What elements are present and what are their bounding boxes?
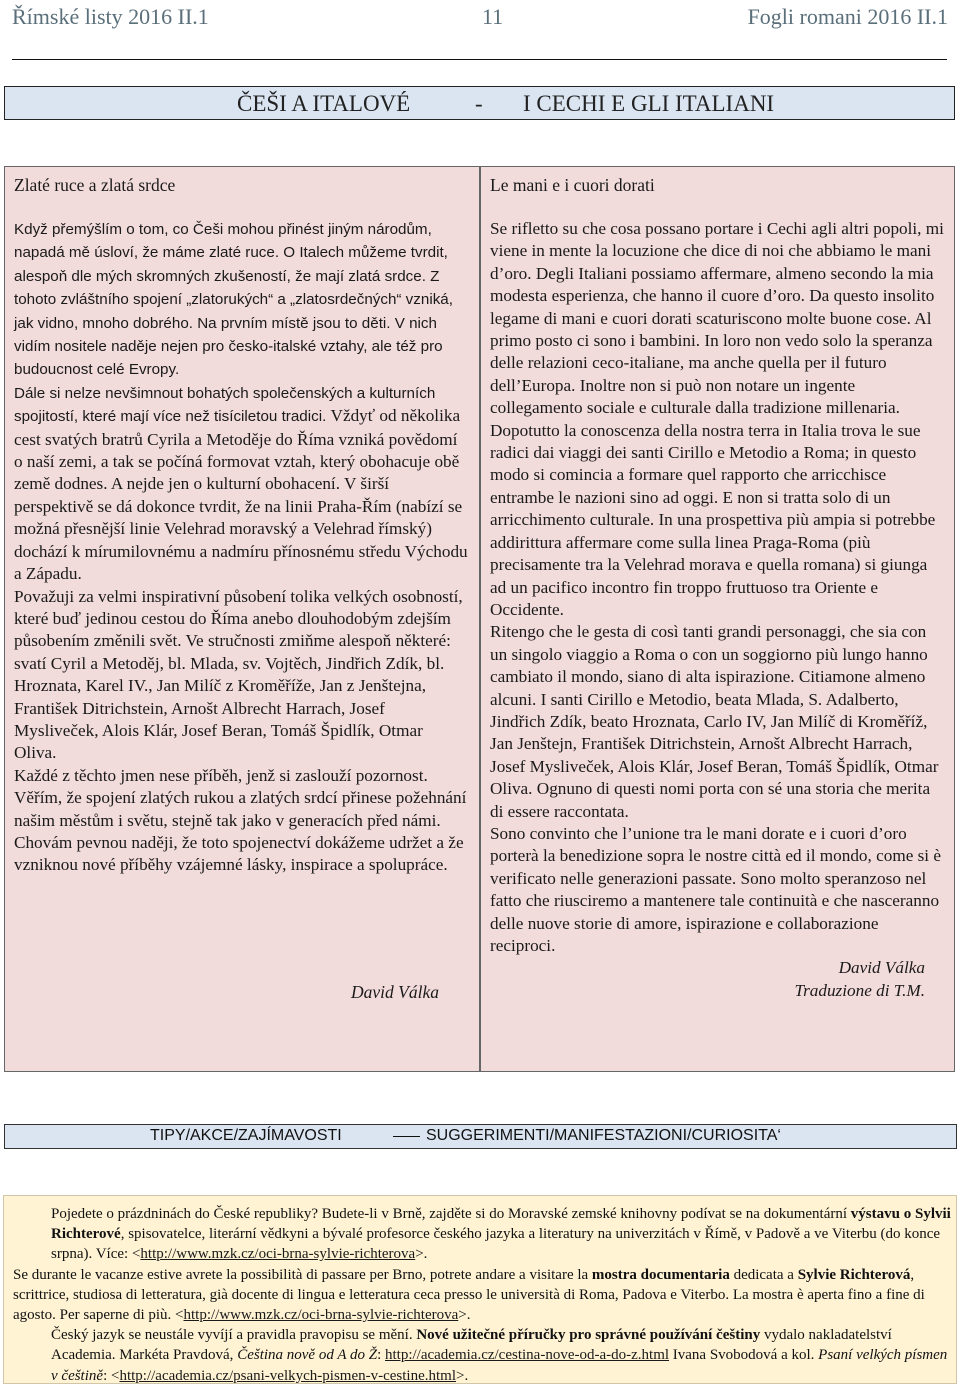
article-czech-title: Zlaté ruce a zlatá srdce xyxy=(14,175,176,195)
signature: David Válka xyxy=(351,982,439,1002)
tips-dash xyxy=(393,1136,420,1137)
text: , scrittrice, studiosa di letteratura, già docente di lingua e letteratura ceca presso le università di Roma, Padova e Viterbo. La mostra è aperta fino a fine di agosto. Per saperne di più. < xyxy=(13,1266,925,1324)
book-title: Čeština nově od A do Ž xyxy=(237,1347,378,1364)
info-paragraph-italian xyxy=(13,1265,953,1326)
info-box xyxy=(3,1195,957,1384)
header-rule xyxy=(12,59,947,60)
article-italian xyxy=(480,166,955,1072)
paragraph xyxy=(14,218,469,382)
text: , spisovatelce, literární vědkyni a bývalé profesorce českého jazyka a literatury na univerzitách v Římě, v Padově a ve Viterbu (do konce srpna). Více: < xyxy=(51,1226,941,1263)
info-paragraph-books xyxy=(13,1325,953,1386)
paragraph: Každé z těchto jmen nese příběh, jenž si zaslouží pozornost. xyxy=(14,765,428,785)
text: Ivana Svobodová a kol. xyxy=(669,1347,819,1364)
translation-credit: Traduzione di T.M. xyxy=(794,980,925,1000)
tips-italian: SUGGERIMENTI/MANIFESTAZIONI/CURIOSITA‘ xyxy=(426,1127,781,1144)
text: Se durante le vacanze estive avrete la possibilità di passare per Brno, potrete andare a visitare la xyxy=(13,1266,592,1283)
tips-banner xyxy=(4,1124,957,1149)
author-name: Sylvie Richterová xyxy=(797,1266,911,1283)
signature: David Válka xyxy=(838,958,925,978)
header-right-title: Fogli romani 2016 II.1 xyxy=(747,4,948,29)
page-header xyxy=(12,4,948,38)
paragraph: Považuji za velmi inspirativní působení tolika velkých osobností, které buď jedinou cestou do Říma anebo dlouhodobým zdejším působením změnili svět. Ve stručnosti zmiňme alespoň některé: svatí Cyril a Metoděj, bl. Mlada, sv. Vojtěch, Jindřich Zdík, bl. Hroznata, Karel IV., Jan Milíč z Kroměříže, Jan z Jenštejna, František Ditrichstein, Arnošt Albrecht Harrach, Josef Mysliveček, Alois Klár, Josef Beran, Tomáš Špidlík, Otmar Oliva. xyxy=(14,586,463,763)
books-heading: Nové užitečné příručky pro správné používání češtiny xyxy=(416,1327,761,1344)
paragraph: Sono convinto che l’unione tra le mani dorate e i cuori d’oro porterà la benedizione sopra le nostre città ed il mondo, come si è verificato nelle generazioni passate. Sono molto speranzoso nel fatto che riusciremo a mantenere tale continuità e che nasceranno delle nuove storie di amore, ispirazione e collaborazione reciproci. xyxy=(490,823,942,955)
text: Český jazyk se neustále vyvíjí a pravidla pravopisu se mění. xyxy=(51,1327,417,1344)
paragraph-lead: Když přemýšlím o tom, co Češi mohou přinést jiným národům, napadá mě úsloví, že máme zlaté ruce. xyxy=(14,221,432,262)
mzk-link[interactable]: http://www.mzk.cz/oci-brna-sylvie-richterova xyxy=(140,1246,416,1263)
paragraph-lead: Dále si nelze nevšimnout bohatých společenských a kulturních spojitostí, které mají více než tisíciletou tradici. xyxy=(14,384,436,426)
banner-czech: ČEŠI A ITALOVÉ xyxy=(237,91,411,116)
banner-italian: I CECHI E GLI ITALIANI xyxy=(523,91,775,116)
article-italian-body xyxy=(490,218,945,1002)
text: >. xyxy=(415,1246,428,1263)
text: dedicata a xyxy=(729,1266,798,1283)
book-title: Psaní velkých písmen v češtině xyxy=(51,1347,948,1384)
exhibition-name: výstavu o Sylvii Richterové xyxy=(51,1206,951,1243)
info-paragraph-czech xyxy=(13,1204,953,1265)
article-czech-body xyxy=(14,218,469,877)
article-italian-title: Le mani e i cuori dorati xyxy=(490,175,655,195)
text: vydalo nakladatelství Academia. Markéta Pravdová, xyxy=(51,1327,892,1364)
paragraph-cont: O Italech můžeme tvrdit, alespoň dle mých skromných zkušeností, že mají zlatá srdce. Z tohoto zvláštního spojení „zlatorukých“ a „zlatosrdečných“ vzniká, jak vidno, mnoho dobrého. Na prvním místě jsou to děti. V nich vidím nositele naděje nejen pro česko-italské vztahy, ale též pro budoucnost celé Evropy. xyxy=(14,244,453,379)
text: : < xyxy=(103,1367,120,1384)
page-number: 11 xyxy=(482,4,504,29)
academia-link[interactable]: http://academia.cz/cestina-nove-od-a-do-z.html xyxy=(384,1347,670,1364)
text: Pojedete o prázdninách do České republiky? Budete-li v Brně, zajděte si do Moravské zemské knihovny podívat se na dokumentární xyxy=(51,1206,851,1222)
exhibition-name: mostra documentaria xyxy=(591,1266,730,1283)
paragraph: Ritengo che le gesta di così tanti grandi personaggi, che sia con un singolo viaggio a Roma o con un soggiorno più lungo hanno cambiato il mondo, siano di alta ispirazione. Citiamone almeno alcuni. I santi Cirillo e Metodio, beata Mlada, S. Adalberto, Jindřich Zdík, beato Hroznata, Carlo IV, Jan Milíč di Kroměříž, Jan Jenštejn, František Ditrichstein, Arnošt Albrecht Harrach, Josef Mysliveček, Alois Klár, Josef Beran, Tomáš Špidlík, Otmar Oliva. Ognuno di questi nomi porta con sé una storia che merita di essere raccontata. xyxy=(490,622,939,821)
academia-link[interactable]: http://academia.cz/psani-velkych-pismen-v-cestine.html xyxy=(119,1367,457,1384)
text: >. xyxy=(456,1367,469,1384)
banner-separator: - xyxy=(475,91,483,116)
section-banner xyxy=(4,86,955,120)
paragraph: Se rifletto su che cosa possano portare i Cechi agli altri popoli, mi viene in mente la locuzione che dice di noi che abbiamo le mani d’oro. Degli Italiani possiamo affermare, almeno secondo la mia modesta esperienza, che hanno il cuore d’oro. Da questo insolito legame di mani e cuori dorati scaturiscono molte buone cose. Al primo posto ci sono i bambini. In loro non vedo solo la speranza delle relazioni ceco-italiane, ma anche quella per il futuro dell’Europa. Inoltre non si può non notare un ingente collegamento sociale e culturale dalla tradizione millenaria. Dopotutto la conoscenza della nostra terra in Italia trova le sue radici dai viaggi dei santi Cirillo e Metodio a Roma; in questo modo si comincia a formare quel rapporto che arricchisce entrambe le nazioni sino ad oggi. E non si tratta solo di un arricchimento culturale. In una prospettiva più ampia si potrebbe addirittura affermare come sulla linea Praga-Roma (più precisamente tra la Velehrad morava e quella romana) si giunga ad un pacifico incontro fin troppo fruttuoso tra Oriente e Occidente. xyxy=(490,219,944,619)
mzk-link[interactable]: http://www.mzk.cz/oci-brna-sylvie-richterova xyxy=(183,1307,459,1324)
paragraph-cont: Vždyť od několika cest svatých bratrů Cyrila a Metoděje do Říma vzniká povědomí o naší zemi, a tak se počíná formovat vztah, který obohacuje obě země dodnes. A nejde jen o kulturní obohacení. V širší perspektivě se dá dokonce tvrdit, že na linii Praha-Řím (nabízí se možná přesnější linie Velehrad moravský a Velehrad římský) dochází k mírumilovnému a nadmíru přínosnému středu Východu a Západu. xyxy=(14,406,468,584)
text: : xyxy=(377,1347,385,1364)
tips-czech: TIPY/AKCE/ZAJÍMAVOSTI xyxy=(150,1127,342,1144)
header-left-title: Římské listy 2016 II.1 xyxy=(12,4,209,29)
paragraph: Věřím, že spojení zlatých rukou a zlatých srdcí přinese požehnání našim městům i světu, stejně tak jako v generacích před námi. Chovám pevnou naději, že toto spojenectví dokážeme udržet a že vzniknou nové příběhy vzájemné lásky, inspirace a spolupráce. xyxy=(14,788,467,875)
info-box-text xyxy=(13,1204,953,1386)
article-czech xyxy=(4,166,480,1072)
text: >. xyxy=(458,1307,471,1324)
paragraph xyxy=(14,382,469,586)
